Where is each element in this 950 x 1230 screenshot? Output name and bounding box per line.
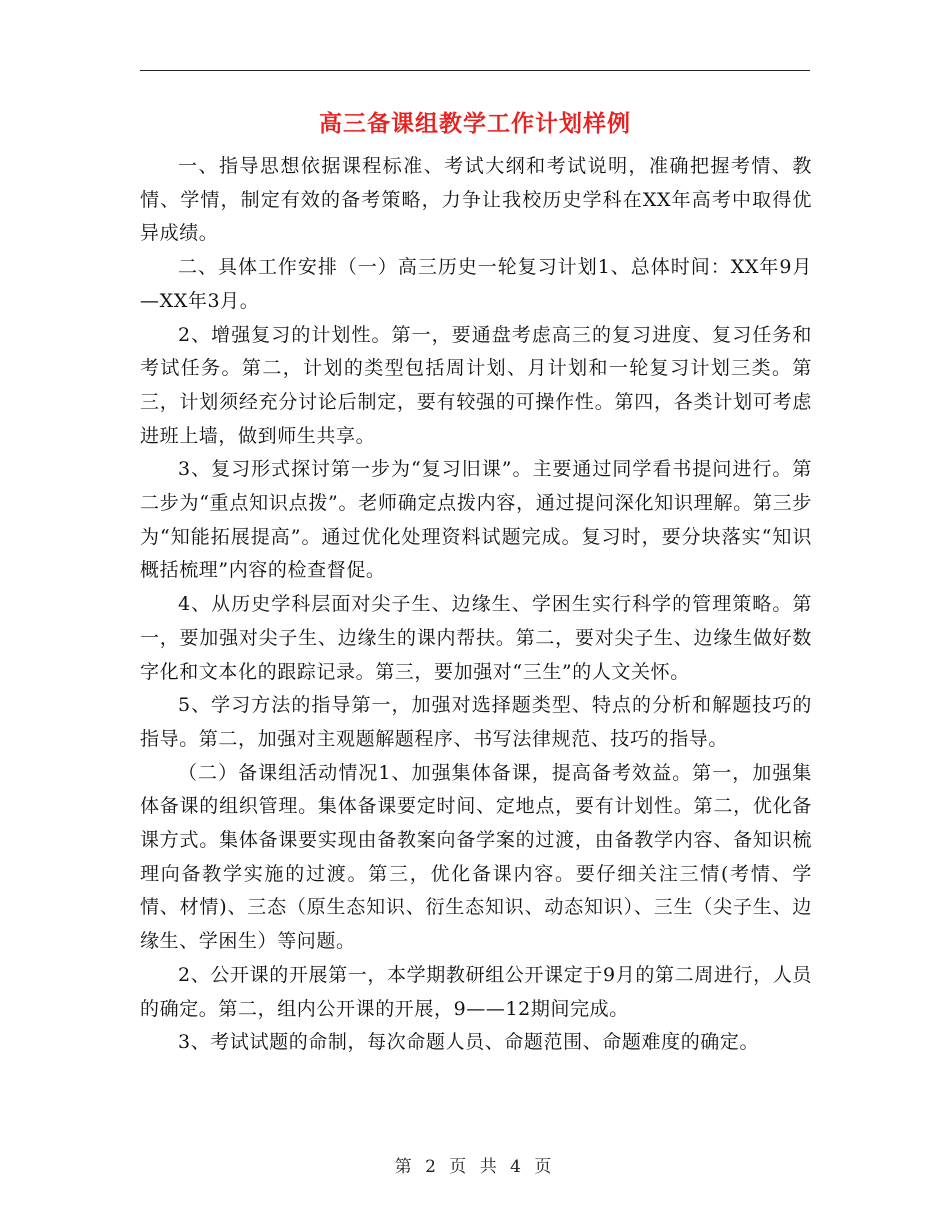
paragraph-work-arrangement: 二、具体工作安排（一）高三历史一轮复习计划1、总体时间：XX年9月—XX年3月。 (140, 256, 812, 312)
document-title: 高三备课组教学工作计划样例 (319, 110, 631, 137)
paragraph-study-methods: 5、学习方法的指导第一，加强对选择题类型、特点的分析和解题技巧的指导。第二，加强对主观题解题程序、书写法律规范、技巧的指导。 (140, 694, 812, 750)
paragraph-guiding-ideology: 一、指导思想依据课程标准、考试大纲和考试说明，准确把握考情、教情、学情，制定有效的备考策略，力争让我校历史学科在XX年高考中取得优异成绩。 (140, 155, 812, 245)
paragraph-open-classes: 2、公开课的开展第一，本学期教研组公开课定于9月的第二周进行，人员的确定。第二，组内公开课的开展，9——12期间完成。 (140, 963, 812, 1020)
paragraph-exam-design: 3、考试试题的命制，每次命题人员、命题范围、命题难度的确定。 (178, 1031, 760, 1054)
paragraph-student-management: 4、从历史学科层面对尖子生、边缘生、学困生实行科学的管理策略。第一，要加强对尖子生、边缘生的课内帮扶。第二，要对尖子生、边缘生做好数字化和文本化的跟踪记录。第三，要加强对“三生”的人文关怀。 (140, 593, 812, 683)
document-body (140, 150, 812, 1060)
page-number-footer: 第 2 页 共 4 页 (394, 1157, 556, 1177)
paragraph-review-planning: 2、增强复习的计划性。第一，要通盘考虑高三的复习进度、复习任务和考试任务。第二，计划的类型包括周计划、月计划和一轮复习计划三类。第三，计划须经充分讨论后制定，要有较强的可操作性。第四，各类计划可考虑进班上墙，做到师生共享。 (140, 323, 812, 447)
paragraph-lesson-group-activities: （二）备课组活动情况1、加强集体备课，提高备考效益。第一，加强集体备课的组织管理。集体备课要定时间、定地点，要有计划性。第二，优化备课方式。集体备课要实现由备教案向备学案的过渡，由备教学内容、备知识梳理向备教学实施的过渡。第三，优化备课内容。要仔细关注三情(考情、学情、材情)、三态（原生态知识、衍生态知识、动态知识）、三生（尖子生、边缘生、学困生）等问题。 (140, 761, 812, 953)
paragraph-review-format: 3、复习形式探讨第一步为“复习旧课”。主要通过同学看书提问进行。第二步为“重点知识点拨”。老师确定点拨内容，通过提问深化知识理解。第三步为“知能拓展提高”。通过优化处理资料试题完成。复习时，要分块落实“知识概括梳理”内容的检查督促。 (140, 458, 812, 582)
header-rule (140, 70, 810, 71)
